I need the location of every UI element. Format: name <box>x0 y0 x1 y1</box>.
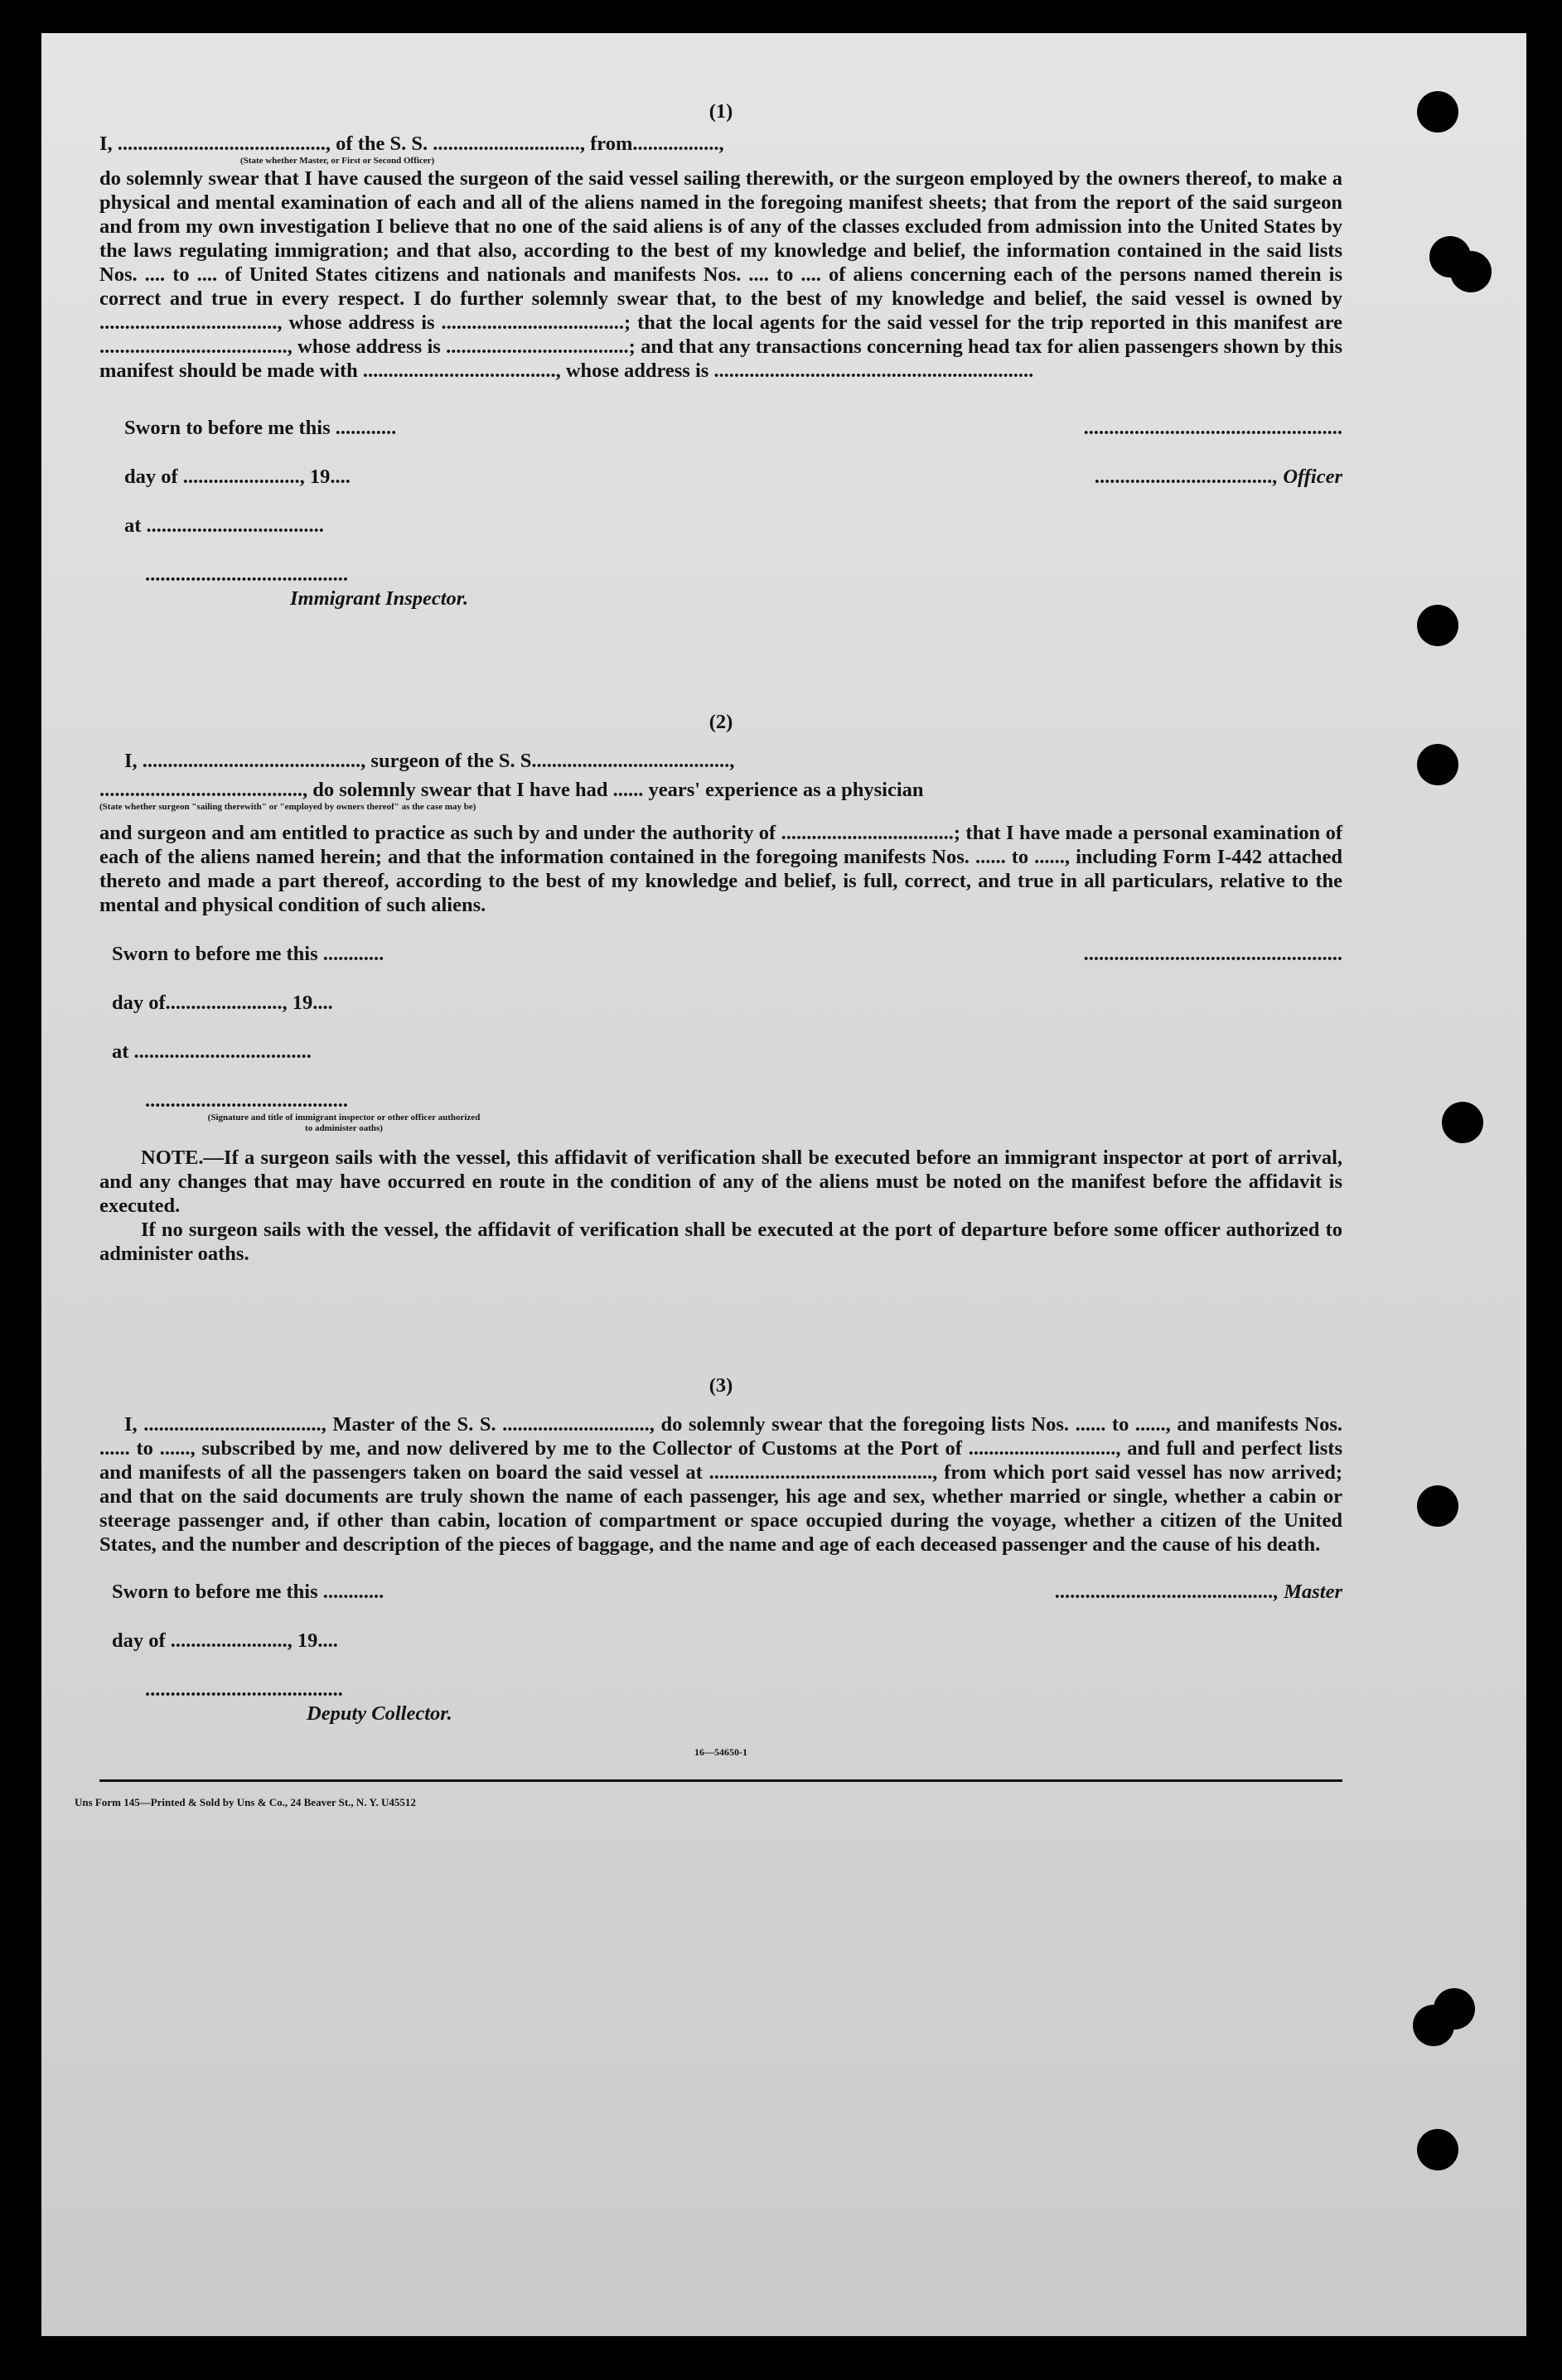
document-page <box>41 33 1526 2336</box>
section-1-day: day of ......................., 19.... <box>124 466 351 488</box>
section-3-day-row <box>99 1629 1342 1653</box>
punch-hole <box>1413 2005 1454 2046</box>
punch-hole <box>1417 1485 1458 1527</box>
section-1-inspector: Immigrant Inspector. <box>290 587 469 610</box>
section-3-number: (3) <box>708 1374 733 1397</box>
punch-hole <box>1417 91 1458 133</box>
section-3-master: ..........................................., Master <box>1055 1581 1342 1603</box>
punch-hole <box>1450 251 1492 292</box>
section-2-body: and surgeon and am entitled to practice as such by and under the authority of ..................................; that I have made a personal examination of each of the aliens named herein; and that the information contained in the foregoing manifests Nos. ...... to ......, including Form I-442 attached thereto and made a part thereof, according to the best of my knowledge and belief, is full, correct, and true in all particulars, relative to the mental and physical condition of such aliens. <box>99 822 1342 916</box>
section-3-sworn: Sworn to before me this ............ <box>112 1581 384 1603</box>
section-1-sworn-row <box>99 416 1342 440</box>
section-1-body: do solemnly swear that I have caused the surgeon of the said vessel sailing therewith, or the surgeon employed by the owners thereof, to make a physical and mental examination of each and all of the aliens named in the foregoing manifest sheets; that from the report of the said surgeon and from my own investigation I believe that no one of the said aliens is of any of the classes excluded from admission into the United States by the laws regulating immigration; and that also, according to the best of my knowledge and belief, the information contained in the said lists Nos. .... to .... of United States citizens and nationals and manifests Nos. .... to .... of aliens concerning each of the persons named therein is correct and true in every respect. I do further solemnly swear that, to the best of my knowledge and belief, the said vessel is owned by ..................................., whose address is ....................................; that the local agents for the said vessel for the trip reported in this manifest are ....................................., whose address is ....................................; and that any transactions concerning head tax for alien passengers shown by this manifest should be made with ......................................, whose address is ............................................................... <box>99 167 1342 382</box>
section-3-collector-line: ....................................... <box>145 1678 343 1701</box>
section-1-at: at ................................... <box>124 514 324 537</box>
section-2-number: (2) <box>708 711 733 733</box>
section-2-sworn: Sworn to before me this ............ <box>112 943 384 965</box>
section-2-day-row <box>99 991 1342 1015</box>
section-1-line1: I, ........................................., of the S. S. ............................., from................., <box>99 133 724 155</box>
section-1-at-row <box>99 514 1342 538</box>
section-2-at-row <box>99 1040 1342 1064</box>
section-2-at: at ................................... <box>112 1040 312 1063</box>
section-1-officer: ..................................., Officer <box>1095 466 1342 488</box>
section-3-body: I, ..................................., Master of the S. S. ............................., do solemnly swear that the foregoing lists Nos. ...... to ......, and manifests Nos. ...... to ......, subscribed by me, and now delivered by me to the Collector of Customs at the Port of ............................., and full and perfect lists and manifests of all the passengers taken on board the said vessel at ............................................, from which port said vessel has now arrived; and that on the said documents are truly shown the name of each passenger, his age and sex, whether married or single, whether a cabin or steerage passenger and, if other than cabin, location of compartment or space occupied during the voyage, whether a citizen of the United States, and the number and description of the pieces of baggage, and the name and age of each deceased passenger and the cause of his death. <box>99 1413 1342 1556</box>
section-1-day-row <box>99 465 1342 489</box>
punch-hole <box>1417 2129 1458 2170</box>
section-2-line2: ........................................, do solemnly swear that I have had ...... years' experience as a physician <box>99 779 924 801</box>
section-2-line1: I, ..........................................., surgeon of the S. S......................................., <box>124 750 735 772</box>
punch-hole <box>1417 744 1458 785</box>
section-3-collector: Deputy Collector. <box>307 1702 452 1725</box>
punch-hole <box>1417 605 1458 646</box>
section-1-number: (1) <box>708 100 733 123</box>
section-2-note1: NOTE.—If a surgeon sails with the vessel, this affidavit of verification shall be executed before an immigrant inspector at port of arrival, and any changes that may have occurred en route in the condition of any of the aliens must be noted on the manifest before the affidavit is executed. <box>99 1147 1342 1217</box>
footer-rule <box>99 1779 1342 1782</box>
section-2-sig-row <box>99 1089 1342 1113</box>
section-2-sig-line: ........................................ <box>145 1089 348 1112</box>
section-1-sworn: Sworn to before me this ............ <box>124 417 397 439</box>
section-3-sworn-row <box>99 1580 1342 1604</box>
printer-line: Uns Form 145—Printed & Sold by Uns & Co., 24 Beaver St., N. Y. U45512 <box>75 1796 416 1808</box>
section-1-inspector-line-row <box>99 562 1342 587</box>
section-3-day: day of ......................., 19.... <box>112 1629 338 1652</box>
section-2-sig-caption: (Signature and title of immigrant inspector or other officer authorized to administer oaths) <box>207 1113 481 1133</box>
section-2-sworn-row <box>99 942 1342 966</box>
section-2-sign-line: ................................................... <box>1083 943 1342 965</box>
form-number: 16—54650-1 <box>694 1746 747 1758</box>
section-1-caption: (State whether Master, or First or Second Officer) <box>240 156 435 166</box>
section-1-sign-line: ................................................... <box>1083 417 1342 439</box>
punch-hole <box>1442 1102 1483 1143</box>
section-2-note2: If no surgeon sails with the vessel, the affidavit of verification shall be executed at the port of departure before some officer authorized to administer oaths. <box>99 1219 1342 1265</box>
section-2-caption: (State whether surgeon "sailing therewith" or "employed by owners thereof" as the case may be) <box>99 802 476 812</box>
section-3-collector-line-row <box>99 1678 1342 1702</box>
section-1-inspector-line: ........................................ <box>145 563 348 586</box>
section-2-day: day of......................., 19.... <box>112 992 333 1014</box>
affidavit-content <box>75 99 1342 1814</box>
